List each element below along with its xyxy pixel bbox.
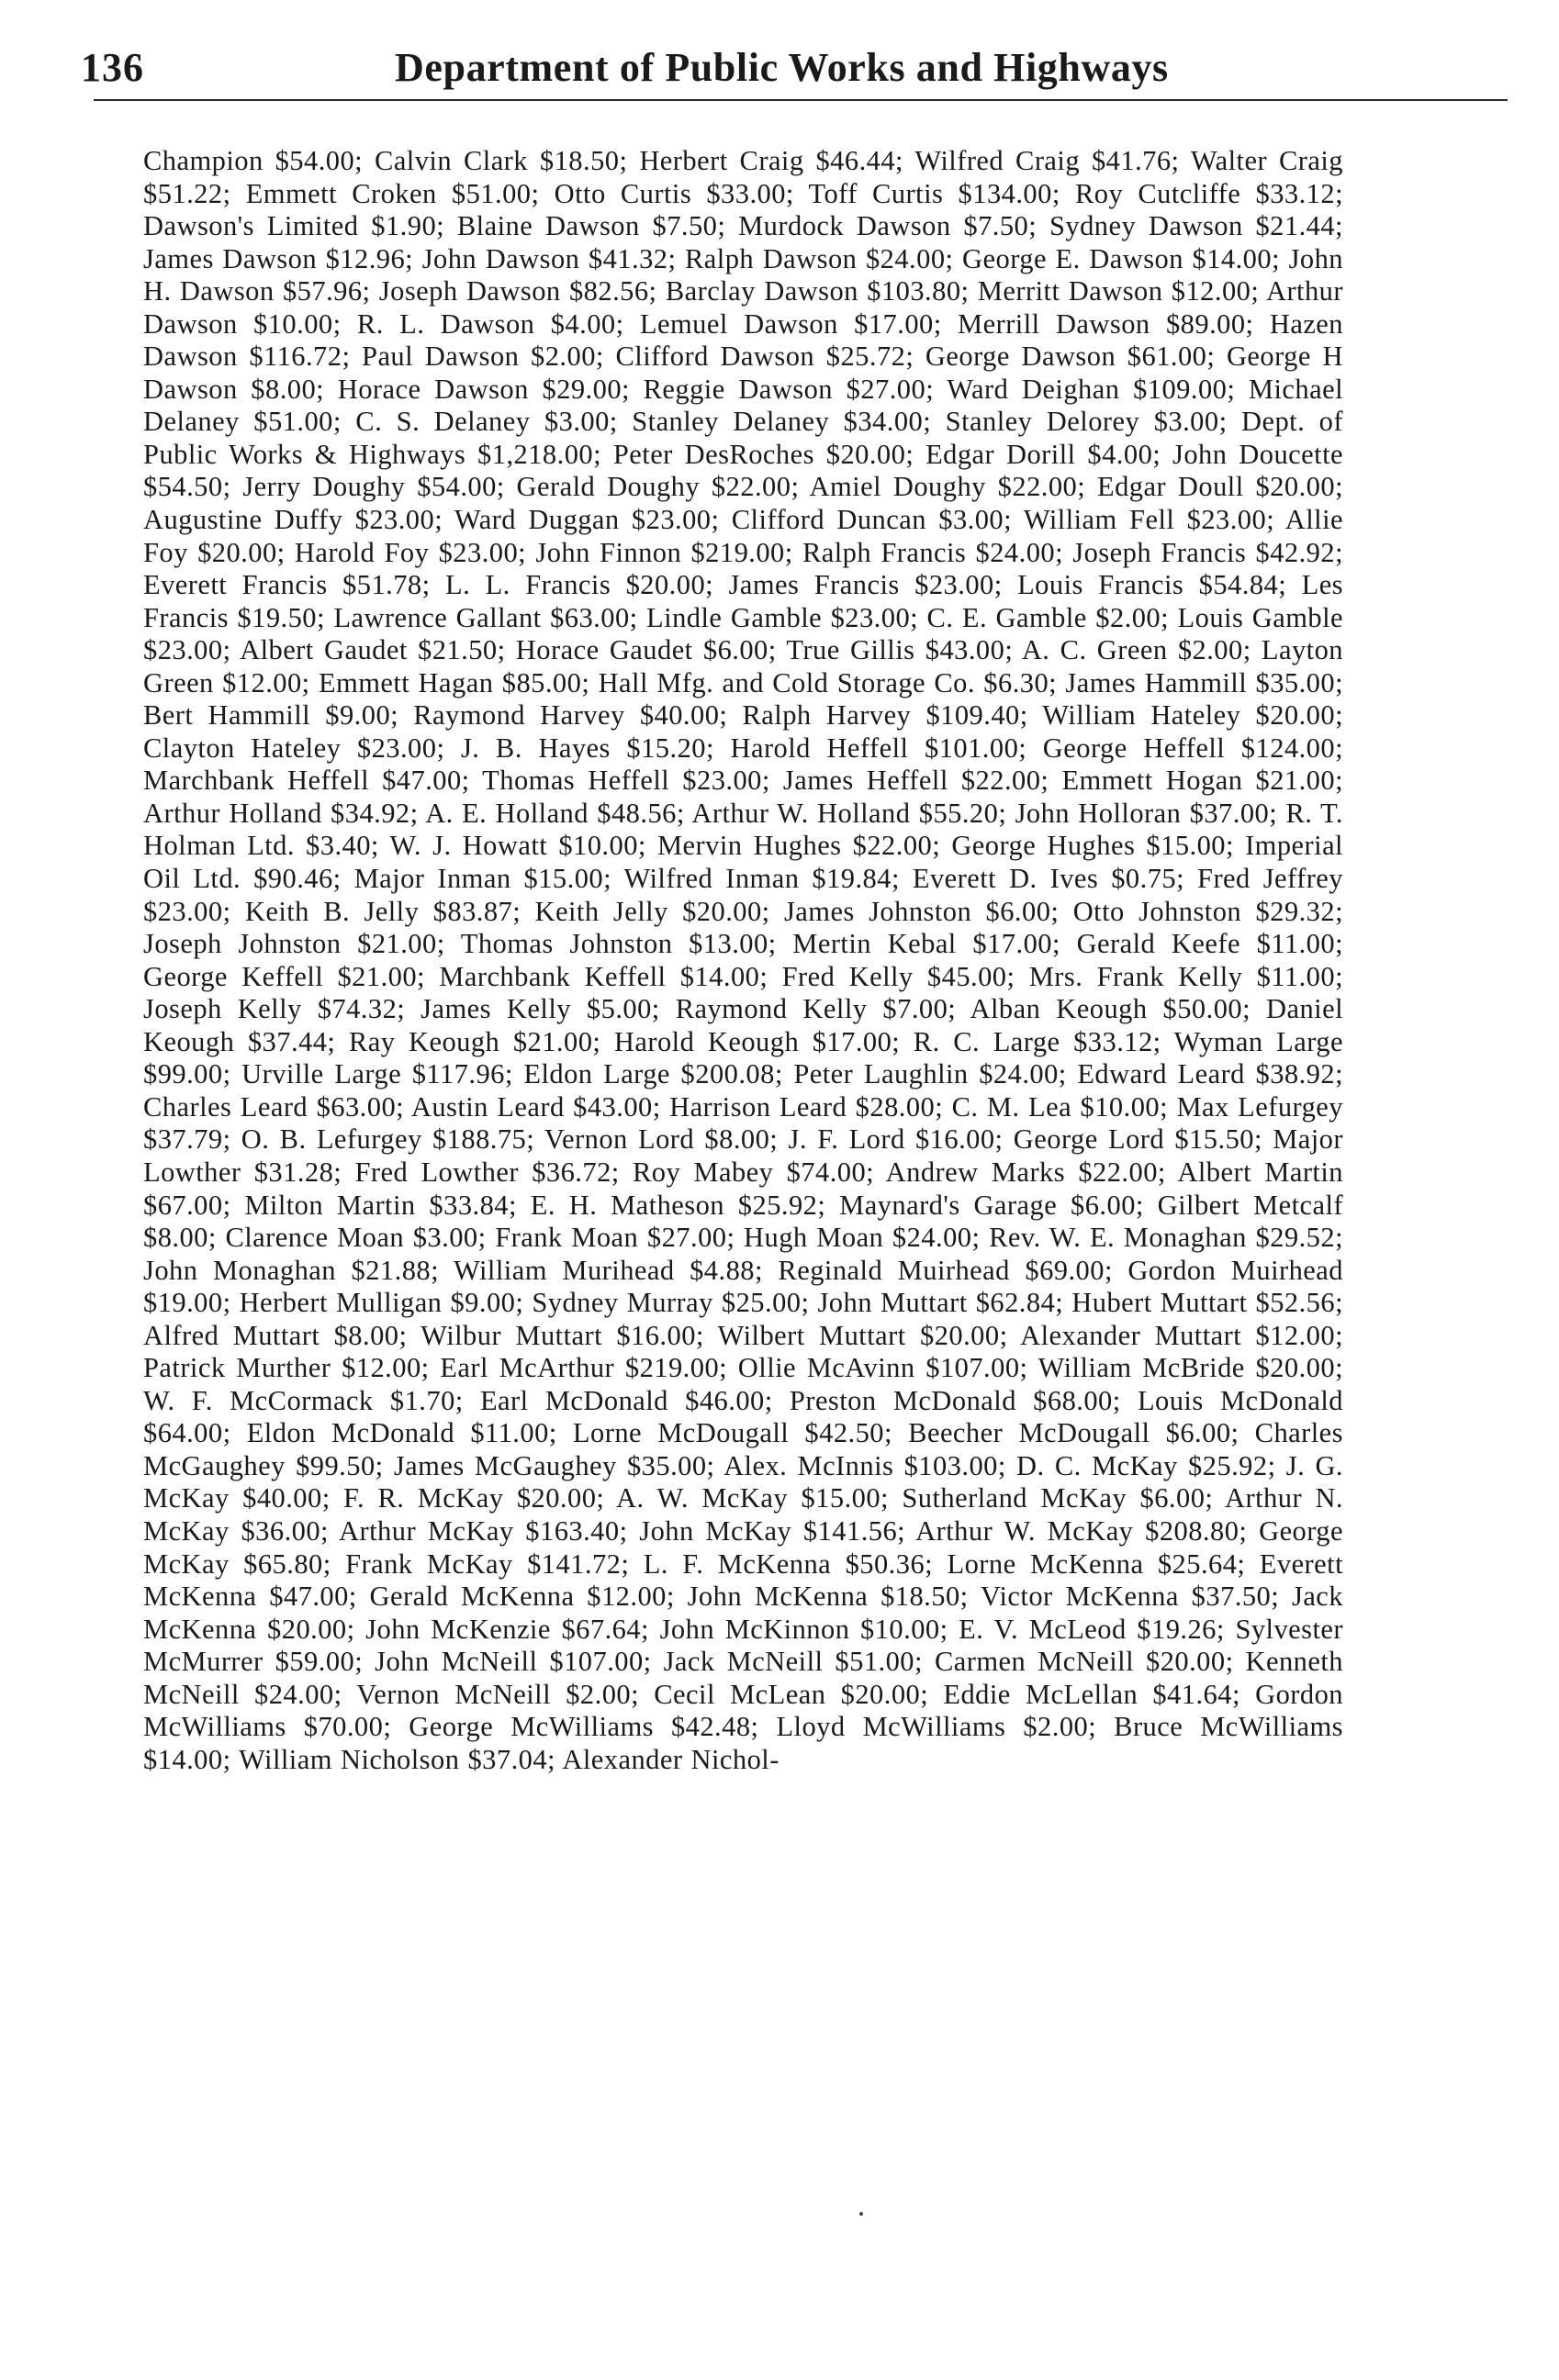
- page-number: 136: [81, 45, 144, 90]
- page-header: [81, 37, 1541, 92]
- scan-speck: [859, 2212, 863, 2216]
- header-divider: [94, 99, 1508, 101]
- running-title: Department of Public Works and Highways: [395, 45, 1169, 90]
- payment-list-paragraph: Champion $54.00; Calvin Clark $18.50; Herbert Craig $46.44; Wilfred Craig $41.76; Walter Craig $51.22; Emmett Croken $51.00; Otto Curtis $33.00; Toff Curtis $134.00; Roy Cutcliffe $33.12; Dawson's Limited $1.90; Blaine Dawson $7.50; Murdock Dawson $7.50; Sydney Dawson $21.44; James Dawson $12.96; John Dawson $41.32; Ralph Dawson $24.00; George E. Dawson $14.00; John H. Dawson $57.96; Joseph Dawson $82.56; Barclay Dawson $103.80; Merritt Dawson $12.00; Arthur Dawson $10.00; R. L. Dawson $4.00; Lemuel Dawson $17.00; Merrill Dawson $89.00; Hazen Dawson $116.72; Paul Dawson $2.00; Clifford Dawson $25.72; George Dawson $61.00; George H Dawson $8.00; Horace Dawson $29.00; Reggie Dawson $27.00; Ward Deighan $109.00; Michael Delaney $51.00; C. S. Delaney $3.00; Stanley Delaney $34.00; Stanley Delorey $3.00; Dept. of Public Works & Highways $1,218.00; Peter DesRoches $20.00; Edgar Dorill $4.00; John Doucette $54.50; Jerry Doughy $54.00; Gerald Doughy $22.00; Amiel Doughy $22.00; Edgar Doull $20.00; Augustine Duffy $23.00; Ward Duggan $23.00; Clifford Duncan $3.00; William Fell $23.00; Allie Foy $20.00; Harold Foy $23.00; John Finnon $219.00; Ralph Francis $24.00; Joseph Francis $42.92; Everett Francis $51.78; L. L. Francis $20.00; James Francis $23.00; Louis Francis $54.84; Les Francis $19.50; Lawrence Gallant $63.00; Lindle Gamble $23.00; C. E. Gamble $2.00; Louis Gamble $23.00; Albert Gaudet $21.50; Horace Gaudet $6.00; True Gillis $43.00; A. C. Green $2.00; Layton Green $12.00; Emmett Hagan $85.00; Hall Mfg. and Cold Storage Co. $6.30; James Hammill $35.00; Bert Hammill $9.00; Raymond Harvey $40.00; Ralph Harvey $109.40; William Hateley $20.00; Clayton Hateley $23.00; J. B. Hayes $15.20; Harold Heffell $101.00; George Heffell $124.00; Marchbank Heffell $47.00; Thomas Heffell $23.00; James Heffell $22.00; Emmett Hogan $21.00; Arthur Holland $34.92; A. E. Holland $48.56; Arthur W. Holland $55.20; John Holloran $37.00; R. T. Holman Ltd. $3.40; W. J. Howatt $10.00; Mervin Hughes $22.00; George Hughes $15.00; Imperial Oil Ltd. $90.46; Major Inman $15.00; Wilfred Inman $19.84; Everett D. Ives $0.75; Fred Jeffrey $23.00; Keith B. Jelly $83.87; Keith Jelly $20.00; James Johnston $6.00; Otto Johnston $29.32; Joseph Johnston $21.00; Thomas Johnston $13.00; Mertin Kebal $17.00; Gerald Keefe $11.00; George Keffell $21.00; Marchbank Keffell $14.00; Fred Kelly $45.00; Mrs. Frank Kelly $11.00; Joseph Kelly $74.32; James Kelly $5.00; Raymond Kelly $7.00; Alban Keough $50.00; Daniel Keough $37.44; Ray Keough $21.00; Harold Keough $17.00; R. C. Large $33.12; Wyman Large $99.00; Urville Large $117.96; Eldon Large $200.08; Peter Laughlin $24.00; Edward Leard $38.92; Charles Leard $63.00; Austin Leard $43.00; Harrison Leard $28.00; C. M. Lea $10.00; Max Lefurgey $37.79; O. B. Lefurgey $188.75; Vernon Lord $8.00; J. F. Lord $16.00; George Lord $15.50; Major Lowther $31.28; Fred Lowther $36.72; Roy Mabey $74.00; Andrew Marks $22.00; Albert Martin $67.00; Milton Martin $33.84; E. H. Matheson $25.92; Maynard's Garage $6.00; Gilbert Metcalf $8.00; Clarence Moan $3.00; Frank Moan $27.00; Hugh Moan $24.00; Rev. W. E. Monaghan $29.52; John Monaghan $21.88; William Murihead $4.88; Reginald Muirhead $69.00; Gordon Muirhead $19.00; Herbert Mulligan $9.00; Sydney Murray $25.00; John Muttart $62.84; Hubert Muttart $52.56; Alfred Muttart $8.00; Wilbur Muttart $16.00; Wilbert Muttart $20.00; Alexander Muttart $12.00; Patrick Murther $12.00; Earl McArthur $219.00; Ollie McAvinn $107.00; William McBride $20.00; W. F. McCormack $1.70; Earl McDonald $46.00; Preston McDonald $68.00; Louis McDonald $64.00; Eldon McDonald $11.00; Lorne McDougall $42.50; Beecher McDougall $6.00; Charles McGaughey $99.50; James McGaughey $35.00; Alex. McInnis $103.00; D. C. McKay $25.92; J. G. McKay $40.00; F. R. McKay $20.00; A. W. McKay $15.00; Sutherland McKay $6.00; Arthur N. McKay $36.00; Arthur McKay $163.40; John McKay $141.56; Arthur W. McKay $208.80; George McKay $65.80; Frank McKay $141.72; L. F. McKenna $50.36; Lorne McKenna $25.64; Everett McKenna $47.00; Gerald McKenna $12.00; John McKenna $18.50; Victor McKenna $37.50; Jack McKenna $20.00; John McKenzie $67.64; John McKinnon $10.00; E. V. McLeod $19.26; Sylvester McMurrer $59.00; John McNeill $107.00; Jack McNeill $51.00; Carmen McNeill $20.00; Kenneth McNeill $24.00; Vernon McNeill $2.00; Cecil McLean $20.00; Eddie McLellan $41.64; Gordon McWilliams $70.00; George McWilliams $42.48; Lloyd McWilliams $2.00; Bruce McWilliams $14.00; William Nicholson $37.04; Alexander Nichol-: [143, 145, 1343, 1775]
